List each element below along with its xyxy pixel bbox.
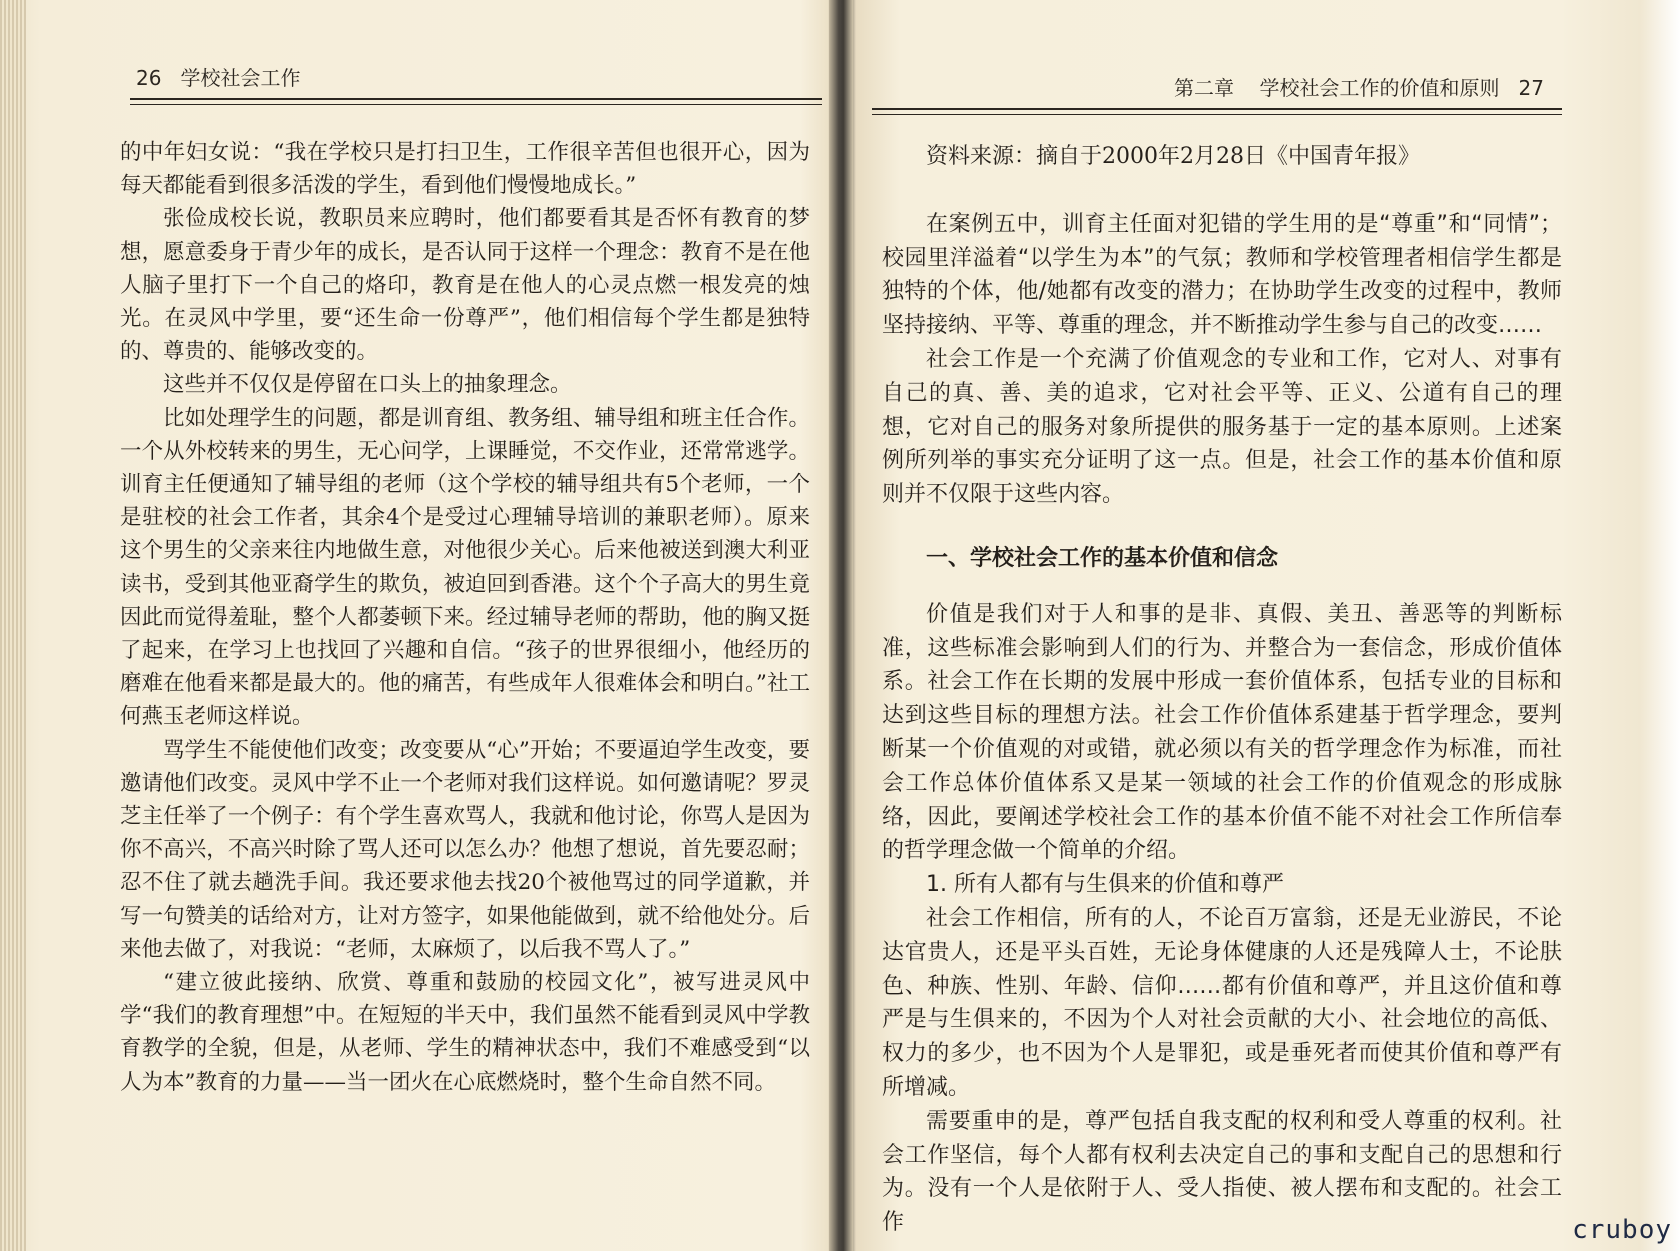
paragraph: 需要重申的是，尊严包括自我支配的权利和受人尊重的权利。社会工作坚信，每个人都有权利去决定自己的事和支配自己的思想和行为。没有一个人是依附于人、受人指使、被人摆布和支配的。社会工作	[882, 1108, 1562, 1236]
left-page-body	[120, 136, 810, 1099]
paragraph: “建立彼此接纳、欣赏、尊重和鼓励的校园文化”，被写进灵风中学“我们的教育理想”中。在短短的半天中，我们虽然不能看到灵风中学教育教学的全貌，但是，从老师、学生的精神状态中，我们不难感受到“以人为本”教育的力量——当一团火在心底燃烧时，整个生命自然不同。	[120, 970, 810, 1095]
chapter-title: 学校社会工作的价值和原则	[1259, 76, 1500, 100]
scanner-watermark: cruboy	[1572, 1215, 1672, 1245]
paragraph: 这些并不仅仅是停留在口头上的抽象理念。	[163, 372, 572, 398]
left-book-title: 学校社会工作	[180, 66, 301, 90]
page-edges	[0, 0, 26, 1251]
right-page-body	[882, 140, 1562, 1240]
paragraph: 价值是我们对于人和事的是非、真假、美丑、善恶等的判断标准，这些标准会影响到人们的行为、并整合为一套信念，形成价值体系。社会工作在长期的发展中形成一套价值体系，包括专业的目标和达到这些目标的理想方法。社会工作价值体系建基于哲学理念，要判断某一个价值观的对或错，就必须以有关的哲学理念作为标准，而社会工作总体价值体系又是某一领域的社会工作的价值观念的形成脉络，因此，要阐述学校社会工作的基本价值不能不对社会工作所信奉的哲学理念做一个简单的介绍。	[882, 601, 1562, 864]
left-page-number: 26	[136, 66, 162, 90]
paragraph: 在案例五中，训育主任面对犯错的学生用的是“尊重”和“同情”；校园里洋溢着“以学生为本”的气氛；教师和学校管理者相信学生都是独特的个体，他/她都有改变的潜力；在协助学生改变的过程中，教师坚持接纳、平等、尊重的理念，并不断推动学生参与自己的改变……	[882, 211, 1562, 339]
header-rule	[872, 108, 1562, 115]
right-page-number: 27	[1518, 76, 1544, 100]
section-heading: 一、学校社会工作的基本价值和信念	[926, 545, 1279, 571]
book-gutter	[829, 0, 853, 1251]
source-citation: 资料来源：摘自于2000年2月28日《中国青年报》	[926, 144, 1420, 169]
left-running-head	[136, 62, 810, 92]
right-running-head	[882, 72, 1562, 102]
paragraph: 比如处理学生的问题，都是训育组、教务组、辅导组和班主任合作。一个从外校转来的男生，无心问学，上课睡觉，不交作业，还常常逃学。训育主任便通知了辅导组的老师（这个学校的辅导组共有5个老师，一个是驻校的社会工作者，其余4个是受过心理辅导培训的兼职老师）。原来这个男生的父亲来往内地做生意，对他很少关心。后来他被送到澳大利亚读书，受到其他亚裔学生的欺负，被迫回到香港。这个个子高大的男生竟因此而觉得羞耻，整个人都萎顿下来。经过辅导老师的帮助，他的胸又挺了起来，在学习上也找回了兴趣和自信。“孩子的世界很细小，他经历的磨难在他看来都是最大的。他的痛苦，有些成年人很难体会和明白。”社工何燕玉老师这样说。	[120, 405, 810, 730]
paragraph: 的中年妇女说：“我在学校只是打扫卫生，工作很辛苦但也很开心，因为每天都能看到很多活泼的学生，看到他们慢慢地成长。”	[120, 140, 810, 199]
header-rule	[130, 98, 822, 105]
paragraph: 张俭成校长说，教职员来应聘时，他们都要看其是否怀有教育的梦想，愿意委身于青少年的成长，是否认同于这样一个理念：教育不是在他人脑子里打下一个自己的烙印，教育是在他人的心灵点燃一根发亮的烛光。在灵风中学里，要“还生命一份尊严”，他们相信每个学生都是独特的、尊贵的、能够改变的。	[120, 206, 810, 365]
chapter-label: 第二章	[1174, 76, 1235, 100]
paragraph: 社会工作相信，所有的人，不论百万富翁，还是无业游民，不论达官贵人，还是平头百姓，无论身体健康的人还是残障人士，不论肤色、种族、性别、年龄、信仰……都有价值和尊严，并且这价值和尊严是与生俱来的，不因为个人对社会贡献的大小、社会地位的高低、权力的多少，也不因为个人是罪犯，或是垂死者而使其价值和尊严有所增减。	[882, 905, 1562, 1100]
paragraph: 社会工作是一个充满了价值观念的专业和工作，它对人、对事有自己的真、善、美的追求，它对社会平等、正义、公道有自己的理想，它对自己的服务对象所提供的服务基于一定的基本原则。上述案例所列举的事实充分证明了这一点。但是，社会工作的基本价值和原则并不仅限于这些内容。	[882, 346, 1562, 508]
paragraph: 骂学生不能使他们改变；改变要从“心”开始；不要逼迫学生改变，要邀请他们改变。灵风中学不止一个老师对我们这样说。如何邀请呢？罗灵芝主任举了一个例子：有个学生喜欢骂人，我就和他讨论，你骂人是因为你不高兴，不高兴时除了骂人还可以怎么办？他想了想说，首先要忍耐；忍不住了就去趟洗手间。我还要求他去找20个被他骂过的同学道歉，并写一句赞美的话给对方，让对方签字，如果他能做到，就不给他处分。后来他去做了，对我说：“老师，太麻烦了，以后我不骂人了。”	[120, 737, 810, 962]
right-page	[882, 72, 1562, 1240]
left-page	[120, 62, 810, 1099]
subheading: 1. 所有人都有与生俱来的价值和尊严	[926, 872, 1284, 898]
